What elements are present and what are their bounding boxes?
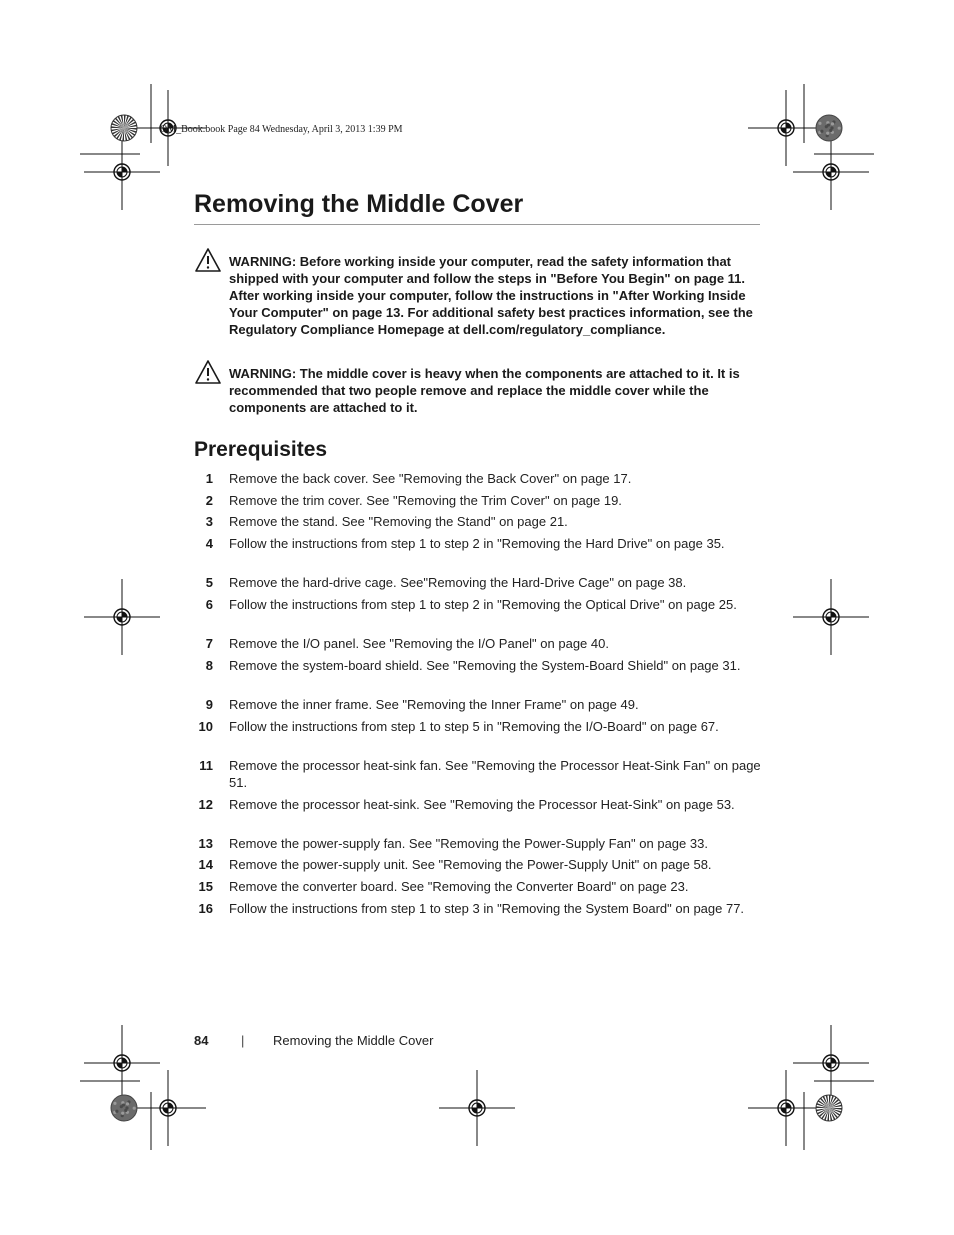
- step-number: 8: [205, 658, 213, 673]
- step-number: 14: [198, 857, 213, 872]
- step-text: Remove the power-supply unit. See "Removing the Power-Supply Unit" on page 58.: [229, 857, 712, 872]
- registration-mark-icon: [748, 90, 824, 166]
- step-number: 12: [198, 797, 213, 812]
- footer-page-number: 84: [194, 1033, 209, 1048]
- step-text: Follow the instructions from step 1 to step 2 in "Removing the Hard Drive" on page 35.: [229, 536, 725, 551]
- section-heading: Prerequisites: [194, 438, 328, 461]
- warning-triangle-icon: [194, 359, 222, 385]
- step-text: Remove the power-supply fan. See "Removing the Power-Supply Fan" on page 33.: [229, 836, 708, 851]
- warning-triangle-icon: [194, 247, 222, 273]
- registration-mark-icon: [84, 579, 160, 655]
- step-number: 10: [198, 719, 213, 734]
- step-number: 5: [205, 575, 213, 590]
- registration-mark-icon: [130, 1070, 206, 1146]
- print-slug: OM_Book.book Page 84 Wednesday, April 3, 2013 1:39 PM: [160, 124, 403, 135]
- step-number: 4: [205, 536, 213, 551]
- list-item: [194, 596, 766, 613]
- step-number: 2: [205, 493, 213, 508]
- step-text: Remove the processor heat-sink. See "Removing the Processor Heat-Sink" on page 53.: [229, 797, 735, 812]
- warning-note: [194, 253, 760, 338]
- list-item: [194, 535, 766, 552]
- list-item: [194, 856, 766, 873]
- list-item: [194, 878, 766, 895]
- list-item: [194, 696, 766, 713]
- step-number: 13: [198, 836, 213, 851]
- list-item: [194, 574, 766, 591]
- step-text: Remove the processor heat-sink fan. See "Removing the Processor Heat-Sink Fan" on page 51.: [229, 758, 761, 790]
- step-number: 16: [198, 901, 213, 916]
- registration-mark-icon: [793, 134, 869, 210]
- footer-separator: |: [241, 1033, 245, 1048]
- list-item: [194, 757, 766, 791]
- registration-mark-icon: [84, 134, 160, 210]
- step-number: 15: [198, 879, 213, 894]
- footer-title: Removing the Middle Cover: [273, 1033, 434, 1048]
- list-item: [194, 470, 766, 487]
- list-item: [194, 492, 766, 509]
- list-item: [194, 635, 766, 652]
- list-item: [194, 835, 766, 852]
- registration-mark-icon: [84, 1025, 160, 1101]
- step-number: 6: [205, 597, 213, 612]
- step-number: 1: [205, 471, 213, 486]
- warning-text: WARNING: Before working inside your computer, read the safety information that shipped with your computer and follow the steps in "Before You Begin" on page 11. After working inside your computer, follow the instructions in "After Working Inside Your Computer" on page 13. For additional safety best practices information, see the Regulatory Compliance Homepage at dell.com/regulatory_compliance.: [229, 254, 753, 337]
- starburst-target-icon: [111, 115, 137, 141]
- list-item: [194, 796, 766, 813]
- step-text: Remove the trim cover. See "Removing the Trim Cover" on page 19.: [229, 493, 622, 508]
- list-item: [194, 718, 766, 735]
- step-text: Remove the back cover. See "Removing the Back Cover" on page 17.: [229, 471, 632, 486]
- warning-text: WARNING: The middle cover is heavy when the components are attached to it. It is recommended that two people remove and replace the middle cover while the components are attached to it.: [229, 366, 740, 415]
- registration-mark-icon: [793, 1025, 869, 1101]
- registration-mark-icon: [793, 579, 869, 655]
- list-item: [194, 513, 766, 530]
- list-item: [194, 900, 766, 917]
- step-text: Follow the instructions from step 1 to step 2 in "Removing the Optical Drive" on page 25.: [229, 597, 737, 612]
- list-item: [194, 657, 766, 674]
- step-text: Follow the instructions from step 1 to step 5 in "Removing the I/O-Board" on page 67.: [229, 719, 719, 734]
- starburst-target-icon: [816, 1095, 842, 1121]
- registration-mark-icon: [439, 1070, 515, 1146]
- step-text: Remove the stand. See "Removing the Stand" on page 21.: [229, 514, 568, 529]
- step-number: 9: [205, 697, 213, 712]
- step-text: Remove the system-board shield. See "Removing the System-Board Shield" on page 31.: [229, 658, 741, 673]
- step-text: Remove the I/O panel. See "Removing the I/O Panel" on page 40.: [229, 636, 609, 651]
- step-number: 11: [199, 758, 213, 773]
- warning-note: [194, 365, 760, 416]
- step-text: Remove the inner frame. See "Removing the Inner Frame" on page 49.: [229, 697, 639, 712]
- step-text: Follow the instructions from step 1 to step 3 in "Removing the System Board" on page 77.: [229, 901, 745, 916]
- step-text: Remove the hard-drive cage. See"Removing the Hard-Drive Cage" on page 38.: [229, 575, 687, 590]
- color-bar-icon: [816, 115, 842, 141]
- page-title: Removing the Middle Cover: [194, 188, 760, 225]
- registration-mark-icon: [748, 1070, 824, 1146]
- color-bar-icon: [111, 1095, 137, 1121]
- step-text: Remove the converter board. See "Removing the Converter Board" on page 23.: [229, 879, 689, 894]
- step-number: 3: [205, 514, 213, 529]
- step-number: 7: [205, 636, 213, 651]
